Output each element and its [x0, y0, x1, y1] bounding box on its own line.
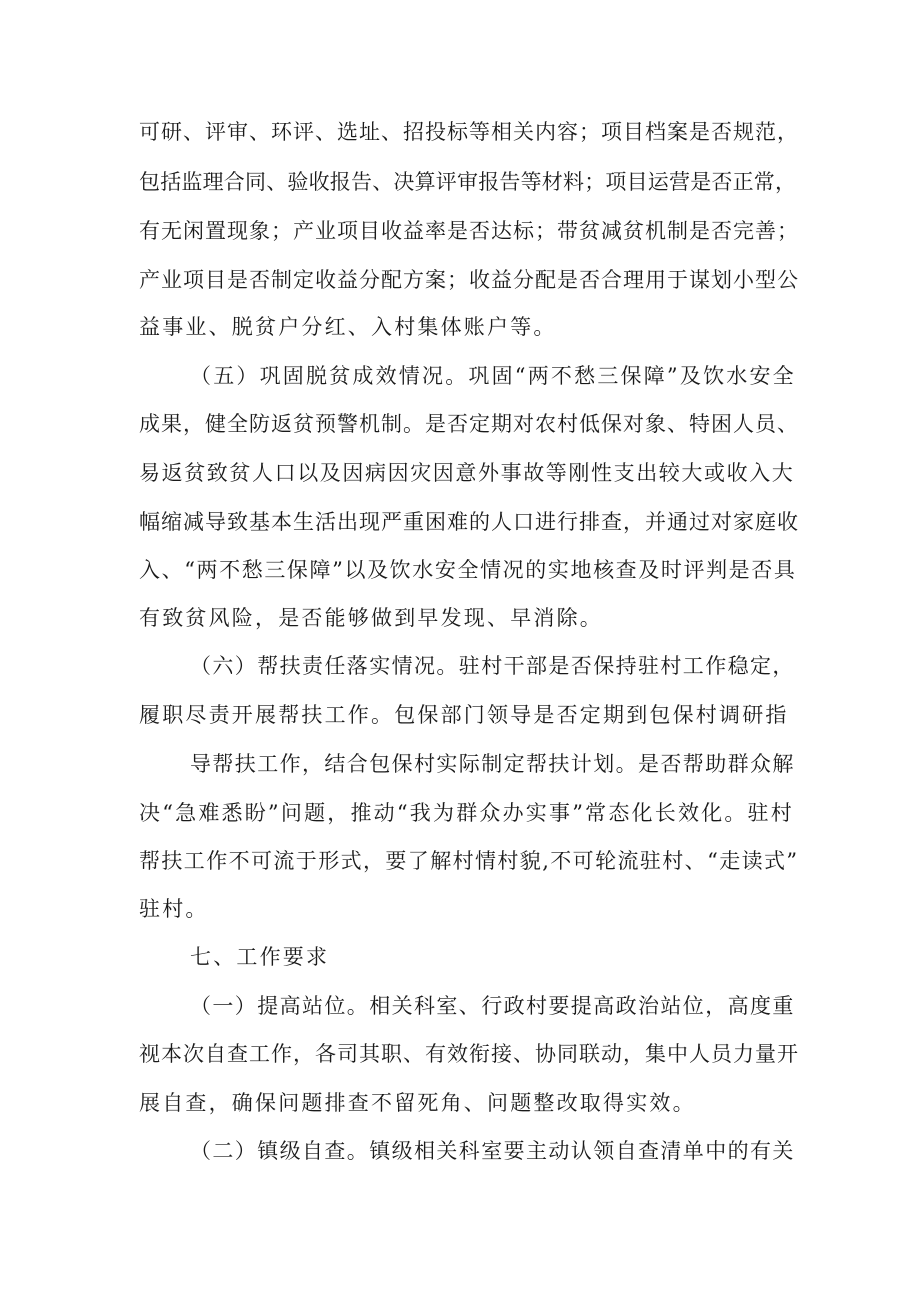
requirement-1-paragraph-start: （一）提高站位。相关科室、行政村要提高政治站位，高度重 [190, 994, 795, 1018]
body-text-line: 入、“两不愁三保障”以及饮水安全情况的实地核查及时评判是否具 [139, 558, 797, 582]
body-text-line: 有无闲置现象；产业项目收益率是否达标；带贫减贫机制是否完善； [139, 219, 799, 243]
body-text-line: 视本次自查工作，各司其职、有效衔接、协同联动，集中人员力量开 [139, 1042, 799, 1066]
body-text-line: 幅缩减导致基本生活出现严重困难的人口进行排查，并通过对家庭收 [139, 510, 799, 534]
body-text-line: 驻村。 [139, 897, 209, 921]
body-text-line: 益事业、脱贫户分红、入村集体账户等。 [139, 315, 557, 339]
body-text-line: 易返贫致贫人口以及因病因灾因意外事故等刚性支出较大或收入大 [139, 461, 795, 485]
body-text-line: 帮扶工作不可流于形式，要了解村情村貌,不可轮流驻村、“走读式” [139, 849, 799, 873]
body-text-line: 成果，健全防返贫预警机制。是否定期对农村低保对象、特困人员、 [139, 412, 799, 436]
body-text-line: 产业项目是否制定收益分配方案；收益分配是否合理用于谋划小型公 [139, 268, 799, 292]
body-text-line: 可研、评审、环评、选址、招投标等相关内容；项目档案是否规范， [139, 120, 799, 144]
body-text-line: 展自查，确保问题排查不留死角、问题整改取得实效。 [139, 1091, 696, 1115]
requirement-2-paragraph-start: （二）镇级自查。镇级相关科室要主动认领自查清单中的有关 [190, 1139, 795, 1163]
body-text-line: 决“急难悉盼”问题，推动“我为群众办实事”常态化长效化。驻村 [139, 801, 794, 825]
section-6-paragraph-start: （六）帮扶责任落实情况。驻村干部是否保持驻村工作稳定， [190, 654, 795, 678]
body-text-line: 履职尽责开展帮扶工作。包保部门领导是否定期到包保村调研指 [139, 703, 789, 727]
section-5-paragraph-start: （五）巩固脱贫成效情况。巩固“两不愁三保障”及饮水安全 [190, 364, 796, 388]
body-text-line-indented: 导帮扶工作，结合包保村实际制定帮扶计划。是否帮助群众解 [190, 752, 795, 776]
body-text-line: 包括监理合同、验收报告、决算评审报告等材料；项目运营是否正常， [139, 170, 797, 194]
section-heading: 七、工作要求 [190, 945, 330, 969]
body-text-line: 有致贫风险，是否能够做到早发现、早消除。 [139, 606, 603, 630]
